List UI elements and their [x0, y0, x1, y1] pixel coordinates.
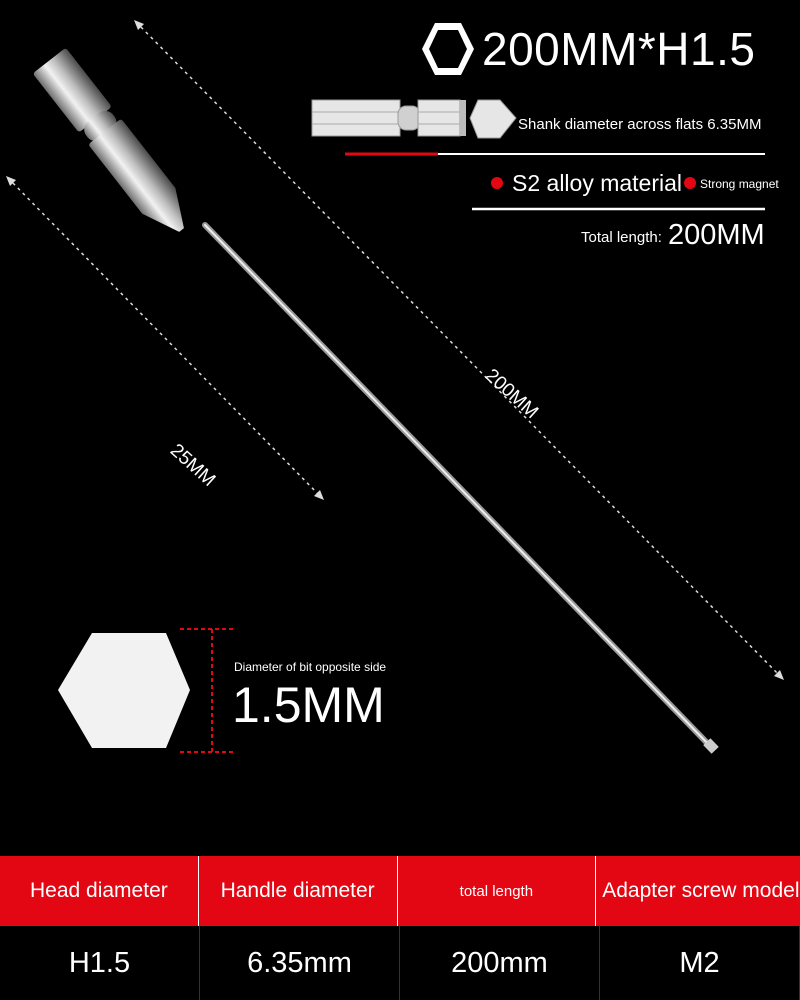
header-handle-diameter: Handle diameter — [199, 856, 398, 926]
tip-diameter-value: 1.5MM — [232, 677, 385, 733]
header-head-diameter: Head diameter — [0, 856, 199, 926]
spec-table-header — [0, 856, 800, 926]
page-title: 200MM*H1.5 — [482, 23, 756, 75]
shank-dimension-line — [8, 178, 322, 498]
tip-hexagon-icon — [58, 633, 190, 748]
overall-dimension-label: 200MM — [480, 365, 543, 424]
shank-dimension-label: 25MM — [165, 440, 220, 491]
header-adapter-screw-model: Adapter screw model — [602, 879, 800, 902]
bullet-icon — [491, 177, 503, 189]
bullet-icon — [684, 177, 696, 189]
value-head-diameter: H1.5 — [0, 926, 200, 1000]
tip-diameter-caption: Diameter of bit opposite side — [234, 660, 387, 674]
shank-diameter-note: Shank diameter across flats 6.35MM — [518, 116, 762, 133]
material-label: S2 alloy material — [512, 170, 683, 196]
header-total-length: total length — [398, 856, 597, 926]
hex-outline-icon — [420, 20, 476, 78]
total-length-caption: Total length: — [581, 229, 662, 246]
magnet-label: Strong magnet — [700, 177, 779, 191]
spec-table — [0, 856, 800, 1000]
value-adapter-screw-model: M2 — [600, 926, 800, 1000]
value-total-length: 200mm — [400, 926, 600, 1000]
value-handle-diameter: 6.35mm — [200, 926, 400, 1000]
shank-profile-icon — [312, 100, 516, 138]
total-length-value: 200MM — [668, 219, 765, 251]
spec-table-row — [0, 926, 800, 1000]
